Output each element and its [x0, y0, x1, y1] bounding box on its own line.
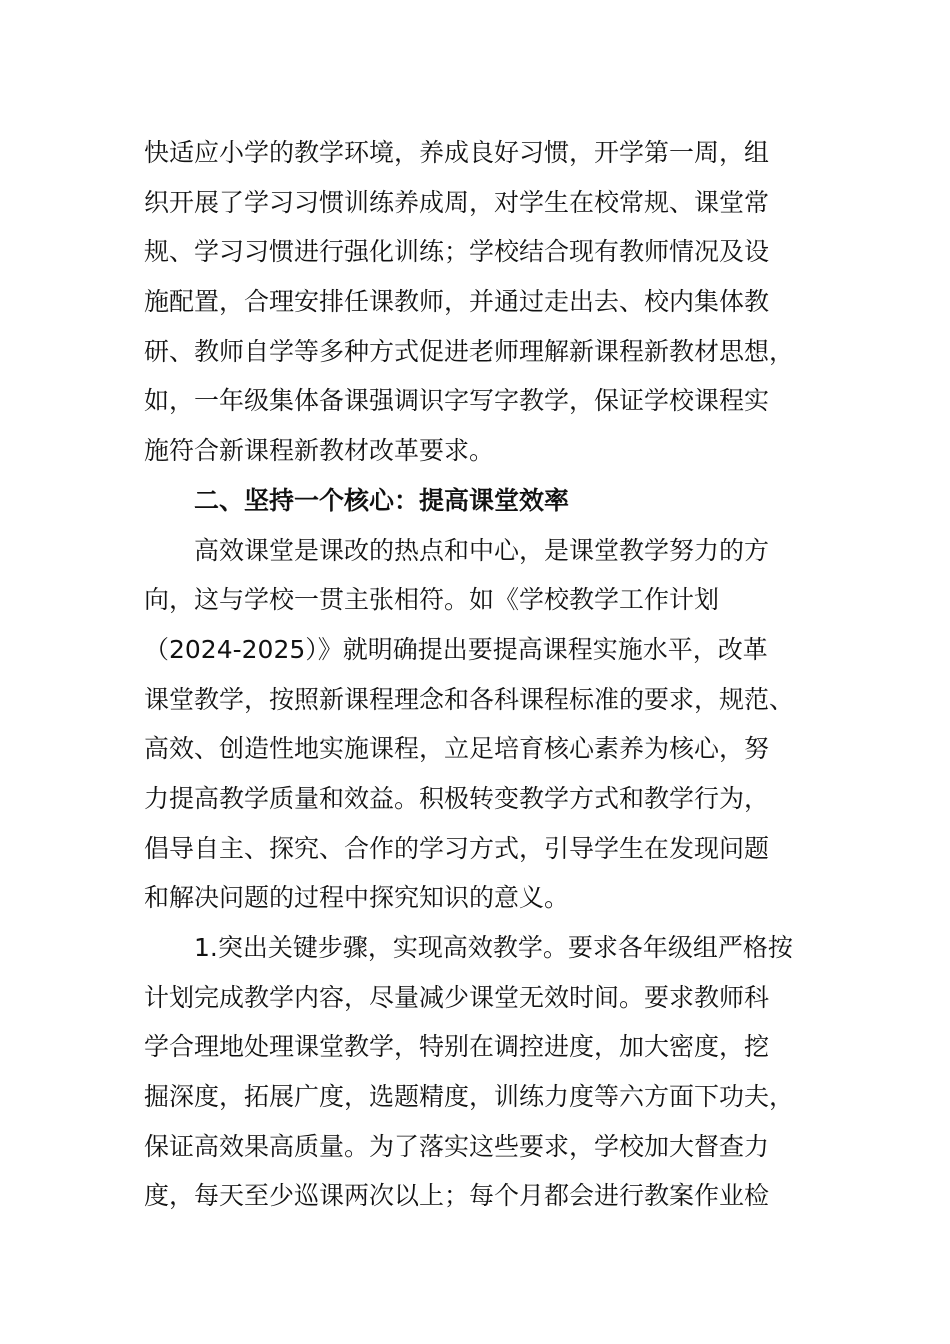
document-body [144, 128, 810, 1221]
text-line: 研、教师自学等多种方式促进老师理解新课程新教材思想， [144, 336, 795, 366]
text-line: 倡导自主、探究、合作的学习方式，引导学生在发现问题 [144, 833, 770, 863]
text-line: 快适应小学的教学环境，养成良好习惯，开学第一周，组 [144, 138, 770, 167]
text-line: 高效、创造性地实施课程，立足培育核心素养为核心，努 [144, 734, 770, 764]
text-line: 向，这与学校一贯主张相符。如《学校教学工作计划 [144, 585, 720, 615]
text-line: 如，一年级集体备课强调识字写字教学，保证学校课程实 [144, 386, 770, 416]
text-line: 施配置，合理安排任课教师，并通过走出去、校内集体教 [144, 287, 770, 317]
text-line: 课堂教学，按照新课程理念和各科课程标准的要求，规范、 [144, 684, 795, 714]
text-line: 度，每天至少巡课两次以上；每个月都会进行教案作业检 [144, 1181, 770, 1211]
text-line: 计划完成教学内容，尽量减少课堂无效时间。要求教师科 [144, 982, 770, 1012]
text-line: 和解决问题的过程中探究知识的意义。 [144, 883, 570, 913]
text-line: 规、学习习惯进行强化训练；学校结合现有教师情况及设 [144, 237, 770, 267]
text-line: （2024-2025）》就明确提出要提高课程实施水平，改革 [144, 634, 768, 664]
text-line: 施符合新课程新教材改革要求。 [144, 436, 495, 466]
text-line: 掘深度，拓展广度，选题精度，训练力度等六方面下功夫， [144, 1082, 795, 1112]
text-line: 1.突出关键步骤，实现高效教学。要求各年级组严格按 [194, 933, 793, 962]
text-line: 保证高效果高质量。为了落实这些要求，学校加大督查力 [144, 1131, 770, 1161]
section-heading: 二、坚持一个核心：提高课堂效率 [194, 485, 570, 515]
text-line: 织开展了学习习惯训练养成周，对学生在校常规、课堂常 [144, 187, 770, 217]
text-line: 高效课堂是课改的热点和中心，是课堂教学努力的方 [194, 535, 770, 565]
text-line: 学合理地处理课堂教学，特别在调控进度，加大密度，挖 [144, 1032, 770, 1062]
text-line: 力提高教学质量和效益。积极转变教学方式和教学行为， [144, 783, 770, 813]
